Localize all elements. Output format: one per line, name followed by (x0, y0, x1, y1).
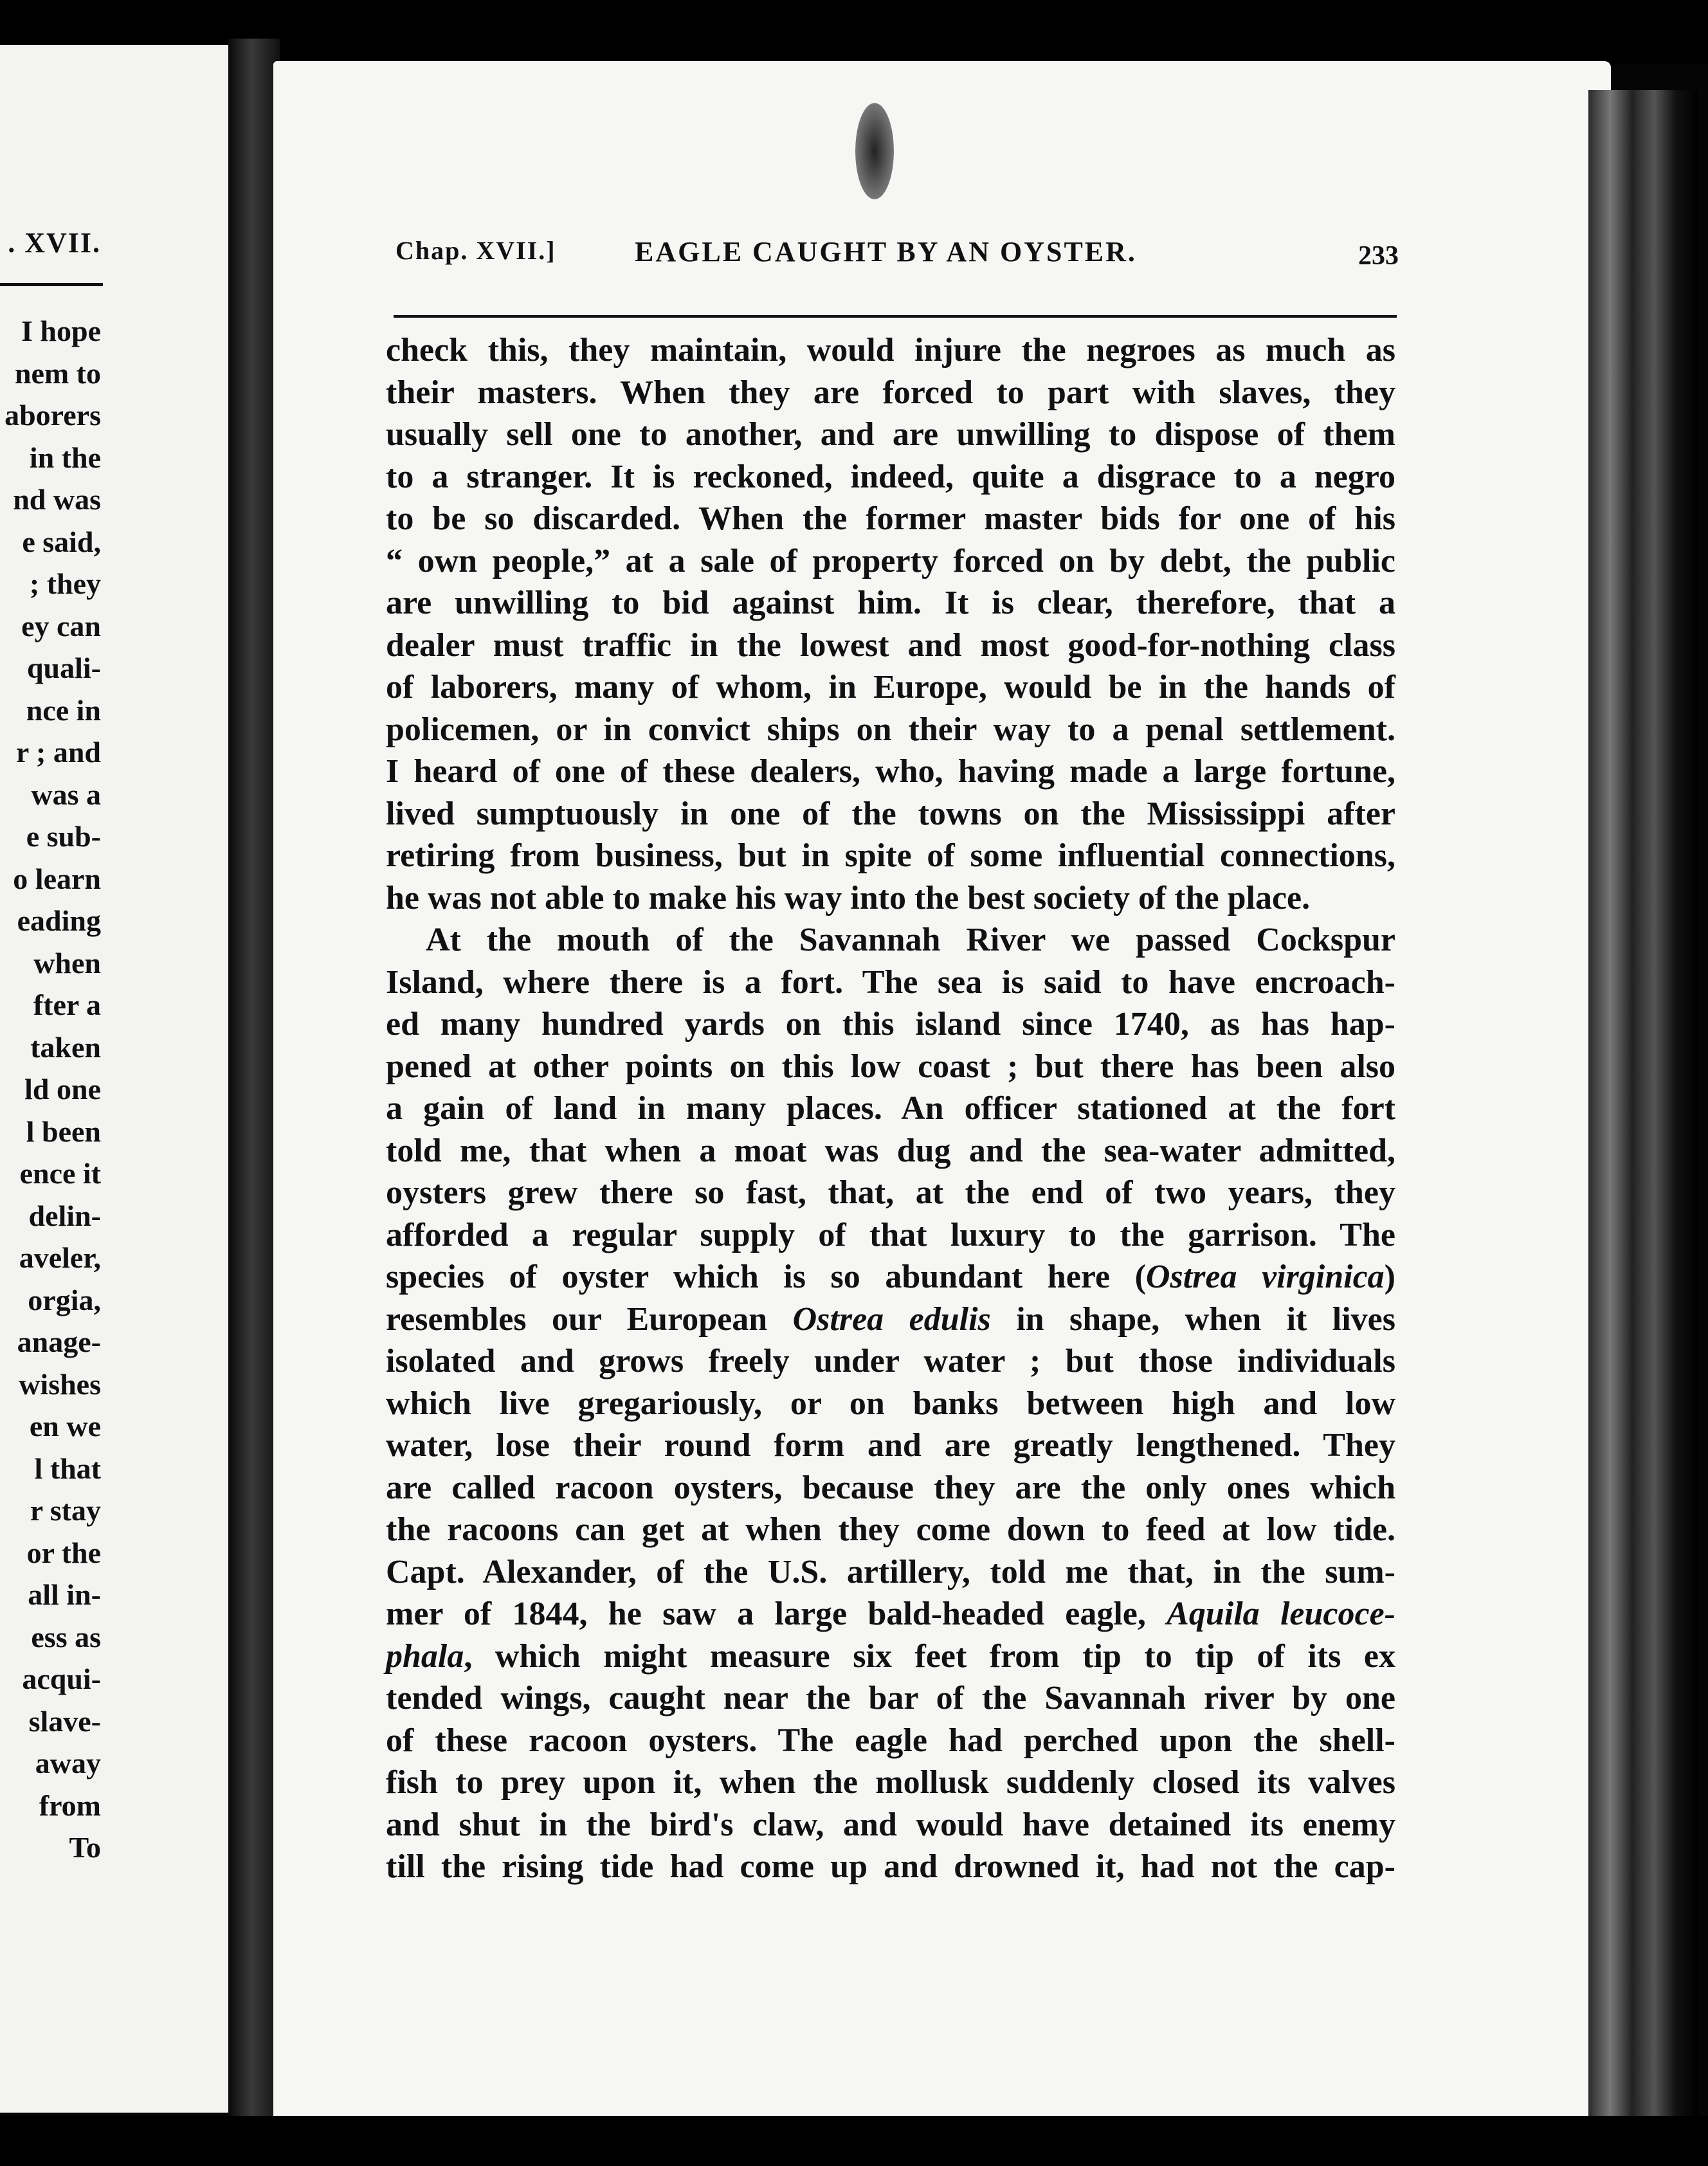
left-line-fragment: acqui- (22, 1662, 101, 1695)
text-span: ) (1384, 1259, 1395, 1295)
text-line: to be so discarded. When the former master bids for one of his (386, 500, 1395, 537)
body-text (386, 329, 1395, 1888)
text-line: afforded a regular supply of that luxury to the garrison. The (386, 1216, 1395, 1253)
left-line-fragment: quali- (26, 651, 101, 684)
left-line-fragment: taken (30, 1030, 101, 1064)
text-line: a gain of land in many places. An officer stationed at the fort (386, 1090, 1395, 1127)
text-line: lived sumptuously in one of the towns on the Mississippi after (386, 795, 1395, 832)
text-line: isolated and grows freely under water ; but those individuals (386, 1343, 1395, 1379)
text-line: the racoons can get at when they come down to feed at low tide. (386, 1511, 1395, 1548)
left-line-fragment: in the (29, 441, 101, 474)
left-line-fragment: nem to (14, 356, 101, 390)
left-line-fragment: eading (17, 904, 101, 937)
text-line: of these racoon oysters. The eagle had perched upon the shell- (386, 1722, 1395, 1759)
text-line: and shut in the bird's claw, and would have detained its enemy (386, 1806, 1395, 1843)
text-line: of laborers, many of whom, in Europe, would be in the hands of (386, 669, 1395, 705)
scan-smudge (855, 103, 894, 199)
left-line-fragment: was a (31, 778, 101, 811)
text-line: At the mouth of the Savannah River we passed Cockspur (426, 922, 1395, 958)
species-name: Aquila leucoce- (1167, 1596, 1395, 1632)
text-span: species of oyster which is so abundant here ( (386, 1259, 1146, 1295)
text-line: are called racoon oysters, because they are the only ones which (386, 1469, 1395, 1506)
text-line: policemen, or in convict ships on their way to a penal settlement. (386, 711, 1395, 748)
left-line-fragment: orgia, (28, 1283, 101, 1316)
book-gutter (228, 39, 280, 2116)
left-line-fragment: r stay (30, 1494, 101, 1527)
left-line-fragment: wishes (19, 1367, 101, 1401)
text-span: resembles our European (386, 1300, 793, 1338)
text-line (386, 1256, 1395, 1298)
left-line-fragment: from (39, 1788, 101, 1822)
text-line: check this, they maintain, would injure the negroes as much as (386, 332, 1395, 369)
text-line: pened at other points on this low coast ; but there has been also (386, 1048, 1395, 1085)
text-line: ed many hundred yards on this island since 1740, as has hap- (386, 1006, 1395, 1042)
text-line: to a stranger. It is reckoned, indeed, quite a disgrace to a negro (386, 458, 1395, 495)
text-line: “ own people,” at a sale of property forced on by debt, the public (386, 542, 1395, 579)
text-span: , which might measure six feet from tip to tip of its ex (464, 1637, 1395, 1675)
left-line-fragment: all in- (28, 1578, 101, 1611)
left-line-fragment: ; they (29, 567, 101, 600)
left-line-fragment: when (33, 946, 101, 979)
species-name: Ostrea virginica (1145, 1259, 1385, 1295)
left-line-fragment: l been (26, 1115, 101, 1148)
left-line-fragment: slave- (28, 1704, 101, 1738)
page-edges (1588, 90, 1698, 2116)
text-line (386, 1635, 1395, 1678)
left-page-lines (5, 310, 101, 1869)
text-line: tended wings, caught near the bar of the Savannah river by one (386, 1680, 1395, 1716)
left-line-fragment: ey can (21, 609, 101, 642)
text-line: dealer must traffic in the lowest and most good-for-nothing class (386, 626, 1395, 664)
left-line-fragment: I hope (21, 314, 101, 347)
left-line-fragment: o learn (13, 862, 101, 895)
left-line-fragment: ess as (31, 1620, 101, 1653)
left-line-fragment: anage- (17, 1325, 101, 1358)
species-name: Ostrea edulis (792, 1300, 991, 1338)
left-line-fragment: l that (34, 1452, 101, 1485)
text-line (386, 1298, 1395, 1341)
left-line-fragment: e said, (22, 525, 101, 558)
left-running-header: . XVII. (8, 227, 101, 259)
text-line (386, 1593, 1395, 1635)
scan-border-bottom (0, 2116, 1708, 2166)
header-rule (394, 315, 1397, 318)
paragraph-2 (386, 919, 1395, 1888)
previous-page-fragment (0, 45, 228, 2113)
chapter-label: Chap. XVII.] (395, 236, 556, 265)
text-line: he was not able to make his way into the best society of the place. (386, 879, 1311, 916)
text-line: fish to prey upon it, when the mollusk suddenly closed its valves (386, 1764, 1395, 1801)
text-line: usually sell one to another, and are unwilling to dispose of them (386, 416, 1395, 453)
left-line-fragment: fter a (33, 988, 101, 1021)
paragraph-1 (386, 329, 1395, 919)
text-line: Island, where there is a fort. The sea is said to have encroach- (386, 963, 1395, 1001)
text-line: Capt. Alexander, of the U.S. artillery, told me that, in the sum- (386, 1553, 1395, 1590)
text-line: which live gregariously, or on banks between high and low (386, 1385, 1395, 1422)
left-line-fragment: e sub- (26, 820, 101, 853)
text-line: retiring from business, but in spite of some influential connections, (386, 837, 1395, 874)
text-span: in shape, when it lives (990, 1300, 1395, 1338)
page-number: 233 (1358, 241, 1399, 271)
left-line-fragment: nd was (13, 483, 101, 516)
left-line-fragment: en we (29, 1410, 101, 1442)
left-line-fragment: To (69, 1831, 101, 1864)
text-line: told me, that when a moat was dug and the sea-water admitted, (386, 1132, 1395, 1169)
text-line: are unwilling to bid against him. It is clear, therefore, that a (386, 585, 1395, 621)
left-header-rule (0, 283, 103, 286)
text-line: I heard of one of these dealers, who, having made a large fortune, (386, 753, 1395, 790)
left-line-fragment: ence it (19, 1157, 101, 1190)
text-line: till the rising tide had come up and drowned it, had not the cap- (386, 1848, 1395, 1885)
left-line-fragment: aveler, (19, 1241, 101, 1274)
left-line-fragment: aborers (5, 399, 101, 432)
text-line: their masters. When they are forced to part with slaves, they (386, 374, 1395, 411)
left-line-fragment: ld one (24, 1073, 101, 1106)
left-line-fragment: or the (26, 1536, 101, 1569)
text-line: oysters grew there so fast, that, at the end of two years, they (386, 1174, 1395, 1211)
left-line-fragment: away (35, 1747, 101, 1779)
species-name: phala (386, 1637, 464, 1675)
left-line-fragment: r ; and (15, 736, 101, 769)
left-line-fragment: nce in (26, 693, 101, 727)
text-line: water, lose their round form and are greatly lengthened. They (386, 1427, 1395, 1464)
running-title: EAGLE CAUGHT BY AN OYSTER. (635, 236, 1137, 268)
running-header (395, 235, 1399, 274)
left-line-fragment: delin- (28, 1199, 101, 1232)
text-span: mer of 1844, he saw a large bald-headed eagle, (386, 1596, 1167, 1632)
